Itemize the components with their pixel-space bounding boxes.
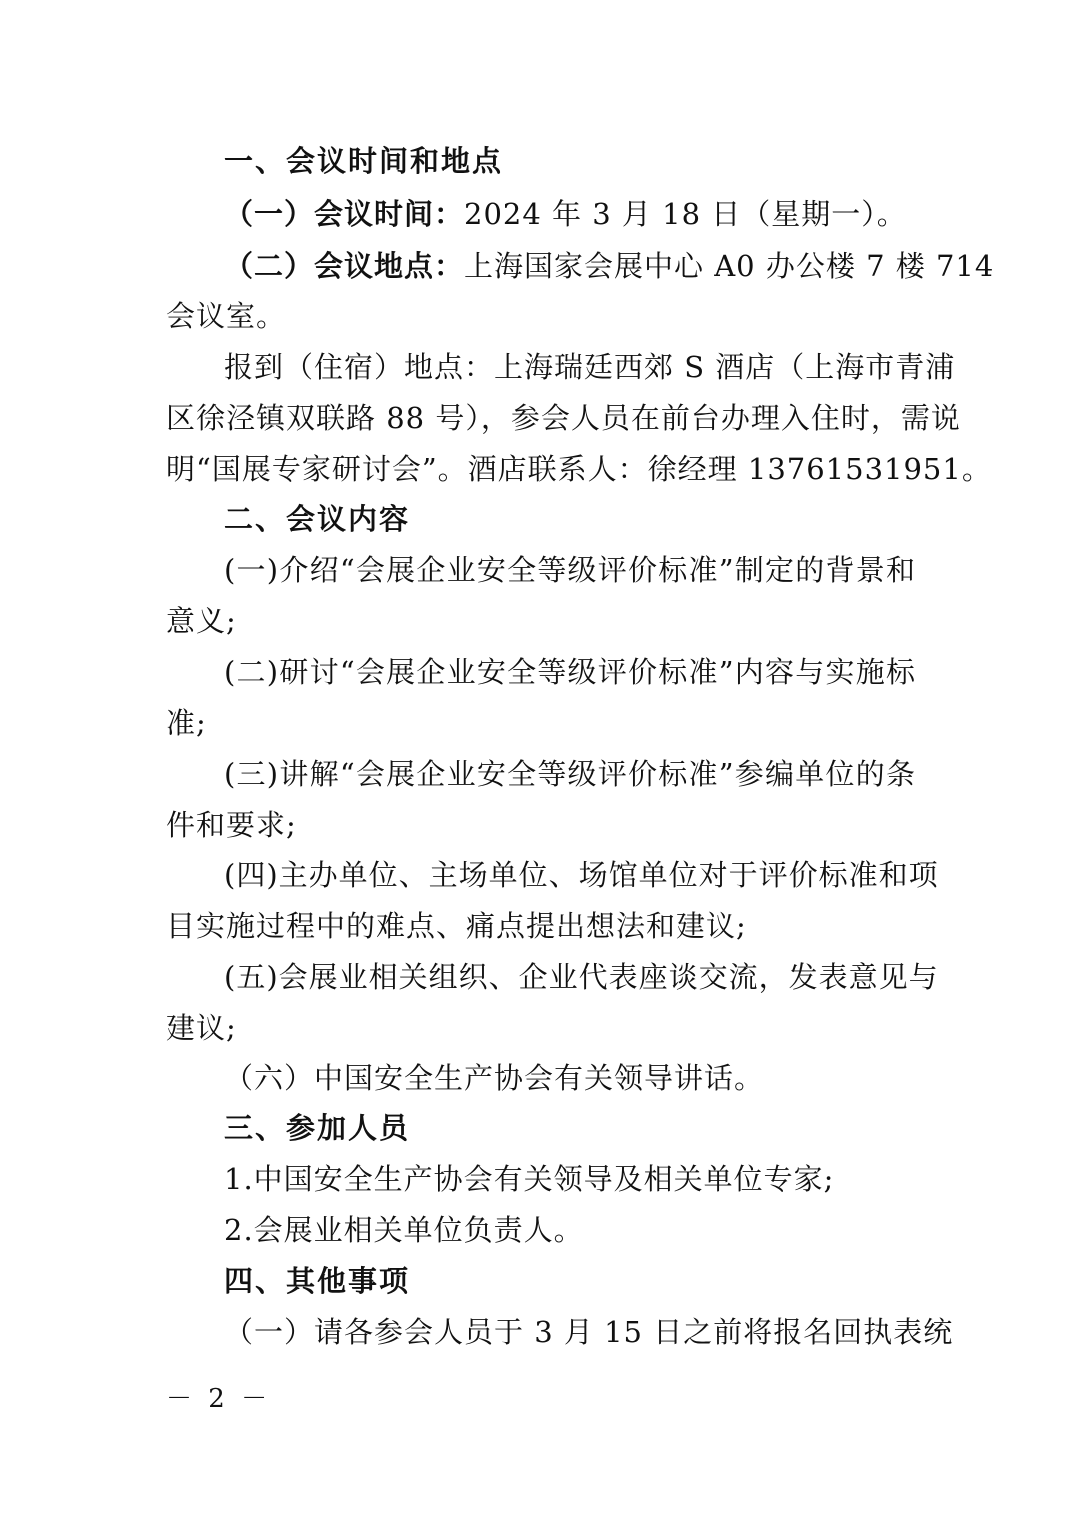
meeting-time-label: （一）会议时间： bbox=[224, 197, 465, 231]
paragraph-line: 明“国展专家研讨会”。酒店联系人：徐经理 13761531951。 bbox=[166, 452, 992, 486]
meeting-location-label: （二）会议地点： bbox=[224, 249, 465, 283]
section-heading-2: 二、会议内容 bbox=[224, 502, 411, 536]
paragraph-line: (一)介绍“会展企业安全等级评价标准”制定的背景和 bbox=[224, 553, 916, 587]
meeting-time-line bbox=[224, 194, 916, 234]
list-item: 1.中国安全生产协会有关领导及相关单位专家; bbox=[224, 1162, 835, 1196]
section-heading-4: 四、其他事项 bbox=[224, 1264, 411, 1298]
paragraph-line: 报到（住宿）地点：上海瑞廷西郊 S 酒店（上海市青浦 bbox=[224, 350, 956, 384]
paragraph-line: (三)讲解“会展企业安全等级评价标准”参编单位的条 bbox=[224, 757, 916, 791]
section-heading-3: 三、参加人员 bbox=[224, 1111, 411, 1145]
paragraph-line: (二)研讨“会展企业安全等级评价标准”内容与实施标 bbox=[224, 655, 916, 689]
paragraph-line: 会议室。 bbox=[166, 299, 287, 333]
paragraph-line: (四)主办单位、主场单位、场馆单位对于评价标准和项 bbox=[224, 858, 939, 892]
paragraph-line: 建议; bbox=[166, 1011, 237, 1045]
paragraph-line: 意义; bbox=[166, 604, 237, 638]
meeting-location-value: 上海国家会展中心 A0 办公楼 7 楼 714 bbox=[464, 249, 995, 283]
paragraph-line: （一）请各参会人员于 3 月 15 日之前将报名回执表统 bbox=[224, 1315, 954, 1349]
page-number: － 2 － bbox=[166, 1384, 272, 1414]
paragraph-line: 区徐泾镇双联路 88 号），参会人员在前台办理入住时，需说 bbox=[166, 401, 961, 435]
paragraph-line: 目实施过程中的难点、痛点提出想法和建议; bbox=[166, 909, 747, 943]
paragraph-line: (五)会展业相关组织、企业代表座谈交流，发表意见与 bbox=[224, 960, 939, 994]
paragraph-line: 准; bbox=[166, 706, 207, 740]
meeting-time-value: 2024 年 3 月 18 日（星期一）。 bbox=[464, 197, 907, 231]
list-item: 2.会展业相关单位负责人。 bbox=[224, 1213, 584, 1247]
paragraph-line: （六）中国安全生产协会有关领导讲话。 bbox=[224, 1061, 765, 1095]
meeting-location-line bbox=[224, 246, 995, 286]
paragraph-line: 件和要求; bbox=[166, 808, 297, 842]
section-heading-1: 一、会议时间和地点 bbox=[224, 144, 504, 178]
